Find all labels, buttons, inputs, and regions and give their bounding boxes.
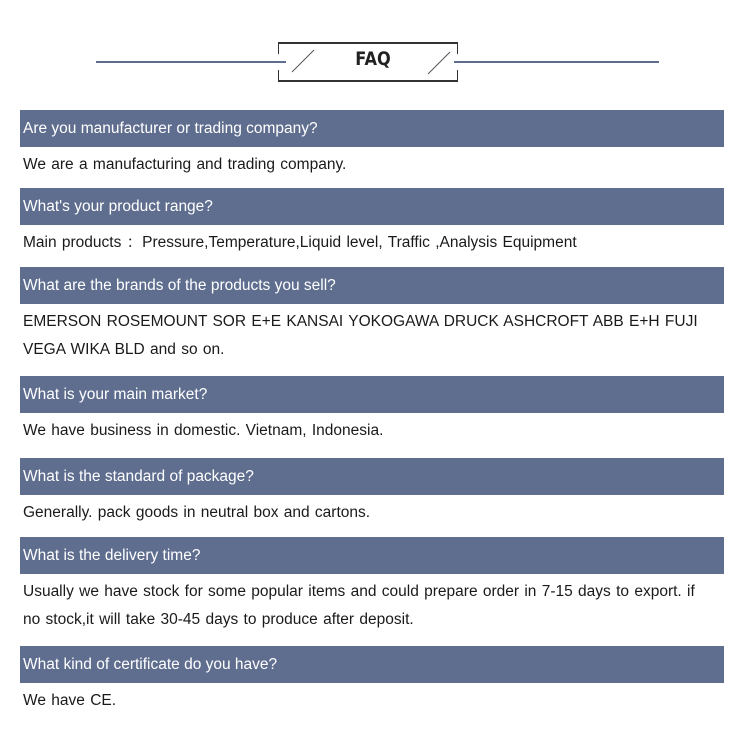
header-rule-right — [454, 61, 659, 63]
faq-answer-1: We are a manufacturing and trading company. — [23, 156, 347, 173]
faq-header — [0, 0, 750, 100]
faq-answer-5: Generally. pack goods in neutral box and cartons. — [23, 504, 371, 521]
faq-question-1: Are you manufacturer or trading company? — [20, 110, 724, 147]
faq-question-2: What's your product range? — [20, 188, 724, 225]
faq-question-3: What are the brands of the products you sell? — [20, 267, 724, 304]
faq-question-7: What kind of certificate do you have? — [20, 646, 724, 683]
faq-question-6: What is the delivery time? — [20, 537, 724, 574]
faq-answer-4: We have business in domestic. Vietnam, Indonesia. — [23, 422, 384, 439]
faq-answer-7: We have CE. — [23, 692, 117, 709]
faq-question-5: What is the standard of package? — [20, 458, 724, 495]
header-rule-left — [96, 61, 286, 63]
page-title: FAQ — [355, 48, 391, 70]
faq-answer-6: Usually we have stock for some popular items and could prepare order in 7-15 days to export. if no stock,it will take 30-45 days to produce after deposit. — [23, 583, 695, 628]
faq-question-4: What is your main market? — [20, 376, 724, 413]
faq-answer-3: EMERSON ROSEMOUNT SOR E+E KANSAI YOKOGAWA DRUCK ASHCROFT ABB E+H FUJI VEGA WIKA BLD and so on. — [23, 313, 698, 358]
faq-answer-2: Main products ：Pressure,Temperature,Liquid level, Traffic ,Analysis Equipment — [23, 234, 577, 251]
